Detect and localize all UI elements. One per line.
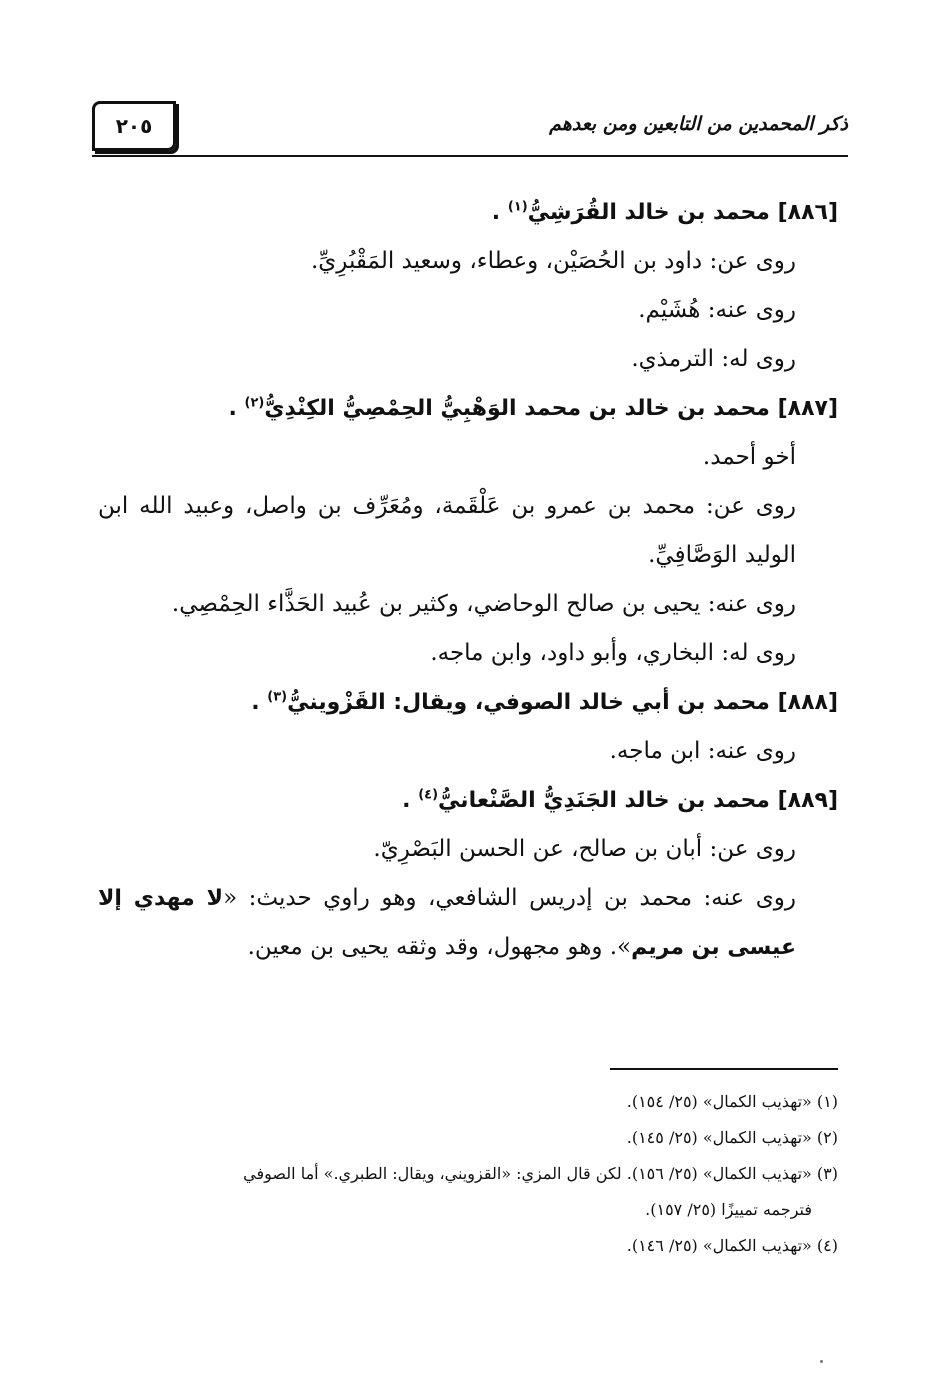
hadith-text: لا مهدي إلا عيسى بن مريم [98,886,796,960]
footnotes [98,1084,838,1264]
narrated-from: روى عن: محمد بن عمرو بن عَلْقَمة، ومُعَرِّف بن واصل، وعبيد الله ابن الوليد الوَصَّافِيِّ. [98,493,796,568]
entry-note: أخو أحمد. [702,444,796,470]
page-header [92,101,848,157]
running-title: ذكر المحمدين من التابعين ومن بعدهم [549,113,848,135]
footnote-continuation: فترجمه تمييزًا (٢٥/ ١٥٧). [645,1200,812,1219]
narrated-for: روى له: الترمذي. [631,346,796,372]
entry-title: [٨٨٧] محمد بن خالد بن محمد الوَهْبِيُّ الحِمْصِيُّ الكِنْدِيُّ$^{(٢)}$ . [228,395,838,421]
narrated-from: روى عن: داود بن الحُصَيْن، وعطاء، وسعيد المَقْبُرِيِّ. [310,248,796,274]
entry-title: [٨٨٨] محمد بن أبي خالد الصوفي، ويقال: القَزْوينيُّ$^{(٣)}$ . [251,689,838,715]
entry-title: [٨٨٦] محمد بن خالد القُرَشِيُّ$^{(١)}$ . [491,199,838,225]
footnote-ref: (٣) [267,689,288,705]
page-number: ٢٠٥ [92,101,176,151]
footnote: (٢) «تهذيب الكمال» (٢٥/ ١٤٥). [626,1128,838,1147]
footnote-ref: (٤) [418,787,439,803]
footnote: (٤) «تهذيب الكمال» (٢٥/ ١٤٦). [626,1236,838,1255]
narrated-by: روى عنه: يحيى بن صالح الوحاضي، وكثير بن عُبيد الحَذَّاء الحِمْصِي. [171,591,796,617]
narrated-from: روى عن: أبان بن صالح، عن الحسن البَصْرِيّ. [373,836,796,862]
entry-title: [٨٨٩] محمد بن خالد الجَنَدِيُّ الصَّنْعانيُّ$^{(٤)}$ . [402,787,838,813]
narrated-by: روى عنه: هُشَيْم. [638,297,796,323]
scan-speck [820,1360,823,1363]
narrated-by: روى عنه: محمد بن إدريس الشافعي، وهو راوي حديث: «لا مهدي إلا عيسى بن مريم». وهو مجهول، وقد وثقه يحيى بن معين. [98,885,797,960]
narrated-by: روى عنه: ابن ماجه. [609,738,796,764]
footnote-ref: (٢) [244,395,265,411]
narrated-for: روى له: البخاري، وأبو داود، وابن ماجه. [430,640,796,666]
footnote-rule [610,1068,838,1070]
footnote: (٣) «تهذيب الكمال» (٢٥/ ١٥٦). لكن قال المزي: «القزويني، ويقال: الطبري.» أما الصوفي [243,1164,838,1183]
footnote: (١) «تهذيب الكمال» (٢٥/ ١٥٤). [626,1092,838,1111]
header-rule [92,155,848,157]
footnote-ref: (١) [507,199,528,215]
main-text [98,188,838,972]
